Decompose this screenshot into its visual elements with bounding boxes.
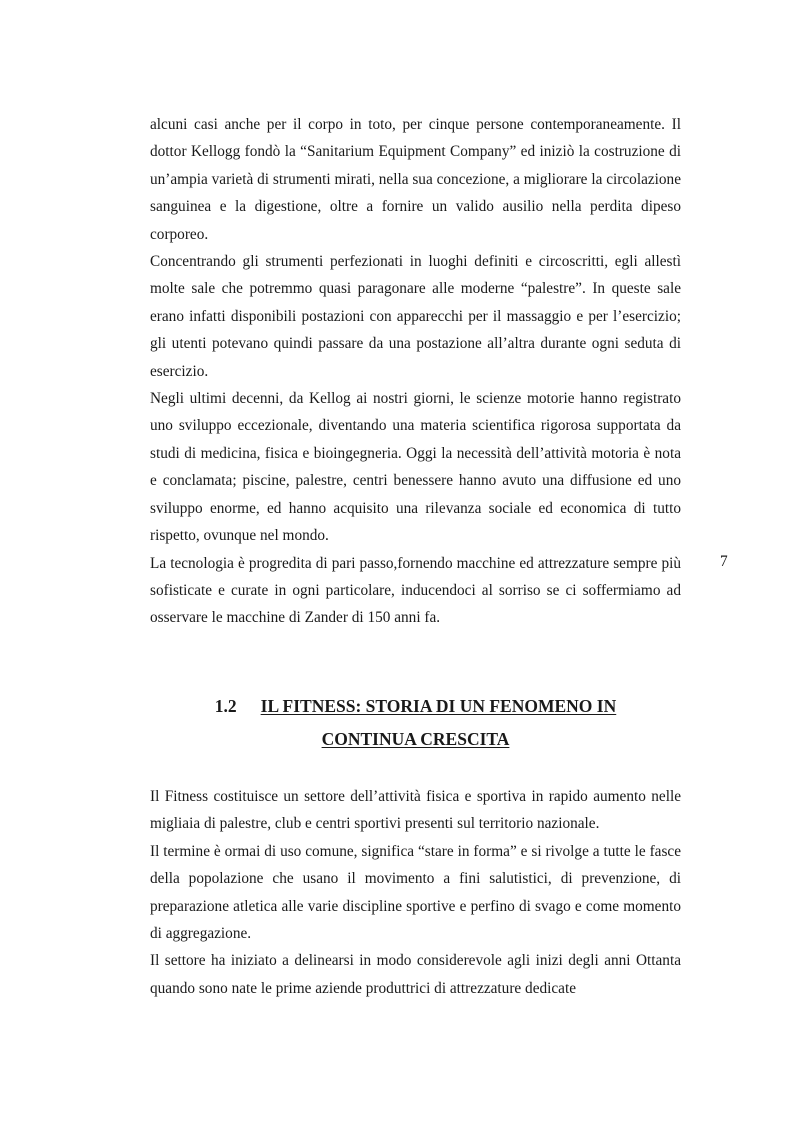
paragraph-scienze-motorie: Negli ultimi decenni, da Kellog ai nostri giorni, le scienze motorie hanno registrato uno sviluppo eccezionale, diventando una materia scientifica rigorosa supportata da studi di medicina, fisica e bioingegneria. Oggi la necessità dell’attività motoria è nota e conclamata; piscine, palestre, centri benessere hanno avuto una diffusione ed uno sviluppo enorme, ed hanno acquisito una rilevanza sociale ed economica di tutto rispetto, ovunque nel mondo. [150,390,681,545]
section-title-part1: IL FITNESS: STORIA DI UN FENOMENO IN [260,696,617,716]
paragraph-tecnologia: La tecnologia è progredita di pari passo,fornendo macchine ed attrezzature sempre più sofisticate e curate in ogni particolare, inducendoci al sorriso se ci soffermiamo ad osservare le macchine di Zander di 150 anni fa. [150,554,681,627]
section-heading [150,690,681,756]
paragraph-kellogg-company: alcuni casi anche per il corpo in toto, per cinque persone contemporaneamente. Il dottor Kellogg fondò la “Sanitarium Equipment Company” ed iniziò la costruzione di un’ampia varietà di strumenti mirati, nella sua concezione, a migliorare la circolazione sanguinea e la digestione, oltre a fornire un valido ausilio nella perdita dipeso corporeo. [150,116,681,243]
body-text-bottom [150,783,681,1002]
paragraph-anni-ottanta: Il settore ha iniziato a delinearsi in modo considerevole agli inizi degli anni Ottanta quando sono nate le prime aziende produttrici di attrezzature dedicate [150,952,681,997]
paragraph-termine: Il termine è ormai di uso comune, significa “stare in forma” e si rivolge a tutte le fasce della popolazione che usano il movimento a fini salutistici, di prevenzione, di preparazione atletica alle varie discipline sportive e perfino di svago e come momento di aggregazione. [150,842,681,943]
section-title-part2: CONTINUA CRESCITA [321,729,510,749]
paragraph-fitness-settore: Il Fitness costituisce un settore dell’attività fisica e sportiva in rapido aumento nelle migliaia di palestre, club e centri sportivi presenti sul territorio nazionale. [150,788,681,833]
section-heading-line1 [150,690,681,723]
page-number: 7 [720,553,728,570]
body-text-top [150,111,681,632]
section-number: 1.2 [214,696,237,716]
paragraph-palestre: Concentrando gli strumenti perfezionati in luoghi definiti e circoscritti, egli allestì molte sale che potremmo quasi paragonare alle moderne “palestre”. In queste sale erano infatti disponibili postazioni con apparecchi per il massaggio e per l’esercizio; gli utenti potevano quindi passare da una postazione all’altra durante ogni seduta di esercizio. [150,253,681,380]
